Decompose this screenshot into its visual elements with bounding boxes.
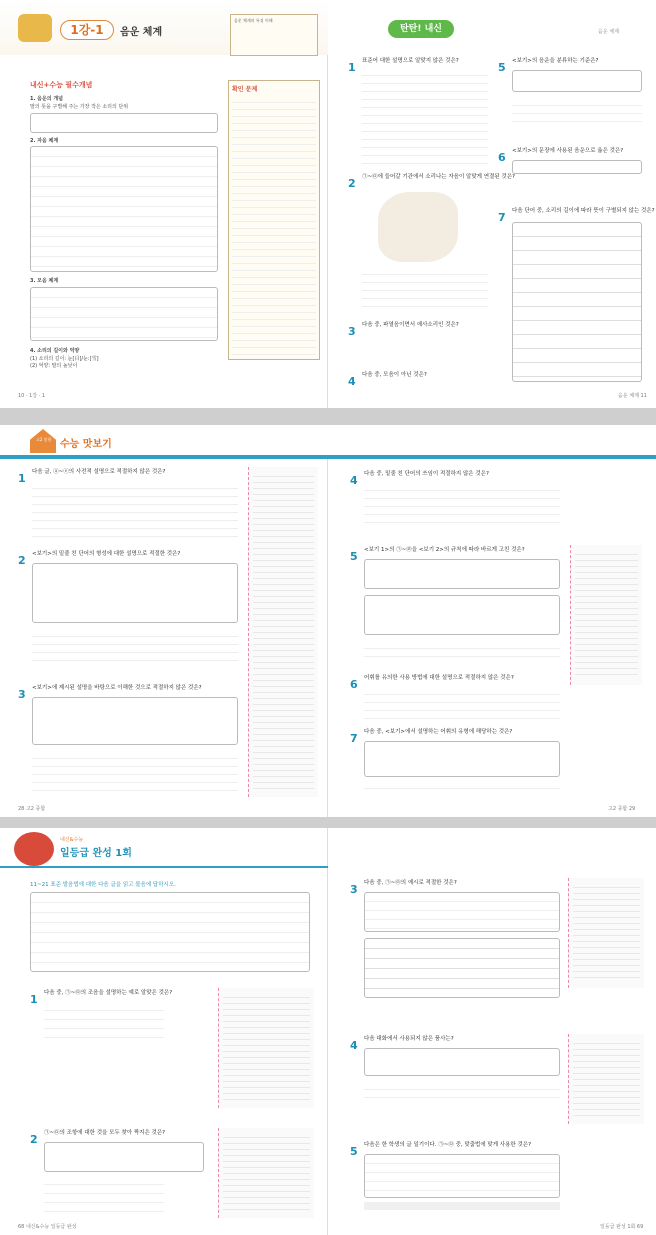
consonant-table <box>30 146 218 272</box>
question-text: 다음 단어 중, 소리의 길이에 따라 뜻이 구별되지 않는 것은? <box>512 208 655 214</box>
question-options <box>364 483 560 523</box>
explanation-sidebar <box>568 1034 644 1124</box>
page-gap <box>0 408 656 425</box>
question-1 <box>30 988 210 1007</box>
header-rule <box>328 455 656 459</box>
example-box <box>364 595 560 635</box>
page-69 <box>328 828 656 1235</box>
question-6 <box>498 146 646 165</box>
page-title: 수능 맛보기 <box>60 439 112 450</box>
question-text: <보기>의 문장에 사용된 음운으로 옳은 것은? <box>512 148 624 154</box>
item-3-heading: 3. 모음 체계 <box>30 278 59 284</box>
question-number: 5 <box>350 550 358 563</box>
page-folio: 고2 종합 29 <box>608 806 636 812</box>
question-text: 다음 중, 파열음이면서 예사소리인 것은? <box>362 322 459 328</box>
question-text: 어휘를 유의한 사용 방법에 대한 설명으로 적절하지 않은 것은? <box>364 675 514 681</box>
question-3 <box>350 878 560 897</box>
question-3 <box>18 683 238 702</box>
sidebar-text <box>575 549 638 679</box>
question-text: 다음은 한 학생의 글 일기이다. ㉠~㉤ 중, 맞춤법에 맞게 사용한 것은? <box>364 1142 532 1148</box>
question-2 <box>30 1128 210 1147</box>
question-number: 1 <box>348 61 356 74</box>
badge: 내신&수능 <box>60 837 84 843</box>
question-1 <box>348 56 488 75</box>
mouth-diagram-icon <box>378 192 458 262</box>
question-number: 2 <box>18 554 26 567</box>
section-banner: 탄탄! 내신 <box>388 20 454 38</box>
question-text: ㉠~㉤에 들어갈 기관에서 소리나는 자음이 알맞게 연결된 것은? <box>362 174 515 180</box>
question-text: <보기>에 제시된 설명을 바탕으로 이해한 것으로 적절하지 않은 것은? <box>32 685 202 691</box>
vowel-table <box>30 287 218 341</box>
page-title: 일등급 완성 1회 <box>60 848 132 859</box>
sidebar-text <box>223 992 310 1102</box>
question-7 <box>498 206 655 225</box>
question-options <box>44 1176 164 1220</box>
page-folio: 28 고2 종합 <box>18 806 46 812</box>
page-gap <box>0 817 656 828</box>
question-number: 1 <box>30 993 38 1006</box>
example-box <box>32 563 238 623</box>
question-5 <box>498 56 646 75</box>
question-number: 5 <box>350 1145 358 1158</box>
example-box <box>364 559 560 589</box>
passage-box <box>30 892 310 972</box>
question-number: 4 <box>350 474 358 487</box>
question-options <box>364 781 560 795</box>
question-number: 2 <box>348 177 356 190</box>
question-text: ㉠~㉤의 조항에 대한 것을 모두 찾아 짝지은 것은? <box>44 1130 166 1136</box>
explanation-sidebar <box>248 467 318 797</box>
question-number: 4 <box>350 1039 358 1052</box>
question-text: 다음 중, ㉠~㉤의 조음을 설명하는 예로 알맞은 것은? <box>44 990 173 996</box>
unit-badge: 1강-1 <box>60 20 114 40</box>
explanation-sidebar <box>570 545 642 685</box>
question-number: 6 <box>350 678 358 691</box>
question-number: 2 <box>30 1133 38 1146</box>
question-text: 다음 글, ⓐ~ⓔ의 사전적 설명으로 적절하지 않은 것은? <box>32 469 166 475</box>
page-folio: 10 · 1강 · 1 <box>18 393 46 399</box>
question-3 <box>348 320 488 339</box>
question-2 <box>18 549 238 568</box>
question-text: <보기 1>의 ㉠~㉣을 <보기 2>의 규칙에 따라 바르게 고친 것은? <box>364 547 525 553</box>
example-box <box>512 160 642 174</box>
question-options <box>364 641 560 661</box>
passage-box <box>364 1154 560 1198</box>
question-5 <box>350 545 560 564</box>
question-number: 3 <box>18 688 26 701</box>
check-panel-title: 확인 문제 <box>232 86 258 93</box>
section-title: 내신+수능 필수개념 <box>30 81 93 89</box>
answer-table <box>512 222 642 382</box>
passage-box <box>364 892 560 932</box>
item-2-heading: 2. 자음 체계 <box>30 138 59 144</box>
question-4 <box>350 469 560 488</box>
question-number: 4 <box>348 375 356 388</box>
page-68 <box>0 828 328 1235</box>
question-number: 3 <box>348 325 356 338</box>
question-number: 7 <box>350 732 358 745</box>
check-panel-body <box>232 96 316 356</box>
check-panel <box>228 80 320 360</box>
item-4-line: (1) 소리의 길이: 눈[目]/눈:[雪] <box>30 356 99 362</box>
example-box <box>364 741 560 777</box>
kettle-illustration-icon <box>18 14 52 42</box>
page-10 <box>0 0 328 408</box>
apple-illustration-icon <box>14 832 54 866</box>
question-1 <box>18 467 238 486</box>
question-options <box>32 481 238 541</box>
question-options <box>32 751 238 791</box>
question-options <box>364 1202 560 1210</box>
question-number: 3 <box>350 883 358 896</box>
learning-goal-box: 음운 체계의 특징 이해 <box>230 14 318 56</box>
page-folio: 음운 체계 11 <box>618 393 647 399</box>
sidebar-text <box>253 471 314 791</box>
question-text: 표준어 대한 설명으로 알맞지 않은 것은? <box>362 58 459 64</box>
question-text: <보기>의 밑줄 친 단어의 형성에 대한 설명으로 적절한 것은? <box>32 551 181 557</box>
page-folio: 68 내신&수능 일등급 완성 <box>18 1224 77 1230</box>
sidebar-text <box>223 1132 310 1212</box>
dialogue-box <box>364 1048 560 1076</box>
question-number: 5 <box>498 61 506 74</box>
question-5 <box>350 1140 560 1159</box>
question-7 <box>350 727 560 746</box>
page-11 <box>328 0 656 408</box>
question-2 <box>348 172 515 191</box>
question-options <box>364 1082 560 1098</box>
item-4-heading: 4. 소리의 길이와 억양 <box>30 348 80 354</box>
question-4 <box>348 370 488 389</box>
header-rule <box>0 455 328 459</box>
example-box <box>32 697 238 745</box>
page-28 <box>0 425 328 817</box>
item-1-description: 말의 뜻을 구별해 주는 가장 작은 소리의 단위 <box>30 104 129 110</box>
question-options <box>364 687 560 719</box>
header-rule <box>0 866 328 868</box>
question-number: 1 <box>18 472 26 485</box>
explanation-sidebar <box>218 988 314 1108</box>
page-29 <box>328 425 656 817</box>
question-text: 다음 대화에서 사용되지 않은 품사는? <box>364 1036 454 1042</box>
question-text: 다음 중, ㉠~㉤의 예시로 적절한 것은? <box>364 880 457 886</box>
sidebar-text <box>573 1038 640 1118</box>
question-number: 6 <box>498 151 506 164</box>
answer-table <box>364 938 560 998</box>
phoneme-table <box>30 113 218 133</box>
question-options <box>44 1002 164 1046</box>
question-text: 다음 중, 모음이 아닌 것은? <box>362 372 427 378</box>
question-options <box>512 98 642 122</box>
page-folio: 일등급 완성 1회 69 <box>600 1224 644 1230</box>
question-options <box>32 629 238 665</box>
question-text: <보기>의 음운을 분류하는 기준은? <box>512 58 599 64</box>
item-4-line: (2) 억양: 말의 높낮이 <box>30 363 78 369</box>
question-text: 다음 중, <보기>에서 설명하는 어휘의 유형에 해당하는 것은? <box>364 729 513 735</box>
question-text: 다음 중, 밑줄 친 단어의 쓰임이 적절하지 않은 것은? <box>364 471 489 477</box>
page-tag: 음운 체계 <box>598 29 619 35</box>
explanation-sidebar <box>568 878 644 988</box>
example-box <box>44 1142 204 1172</box>
question-6 <box>350 673 560 692</box>
question-options <box>362 267 488 307</box>
item-1-heading: 1. 음운의 개념 <box>30 96 64 102</box>
sidebar-text <box>573 882 640 982</box>
passage-intro: 11~21 표준 발음법에 대한 다음 글을 읽고 물음에 답하시오. <box>30 882 176 888</box>
question-options <box>362 68 488 168</box>
badge: 고2 종합 <box>36 437 52 442</box>
example-box <box>512 70 642 92</box>
question-4 <box>350 1034 560 1053</box>
explanation-sidebar <box>218 1128 314 1218</box>
question-number: 7 <box>498 211 506 224</box>
page-title: 음운 체계 <box>120 27 163 38</box>
